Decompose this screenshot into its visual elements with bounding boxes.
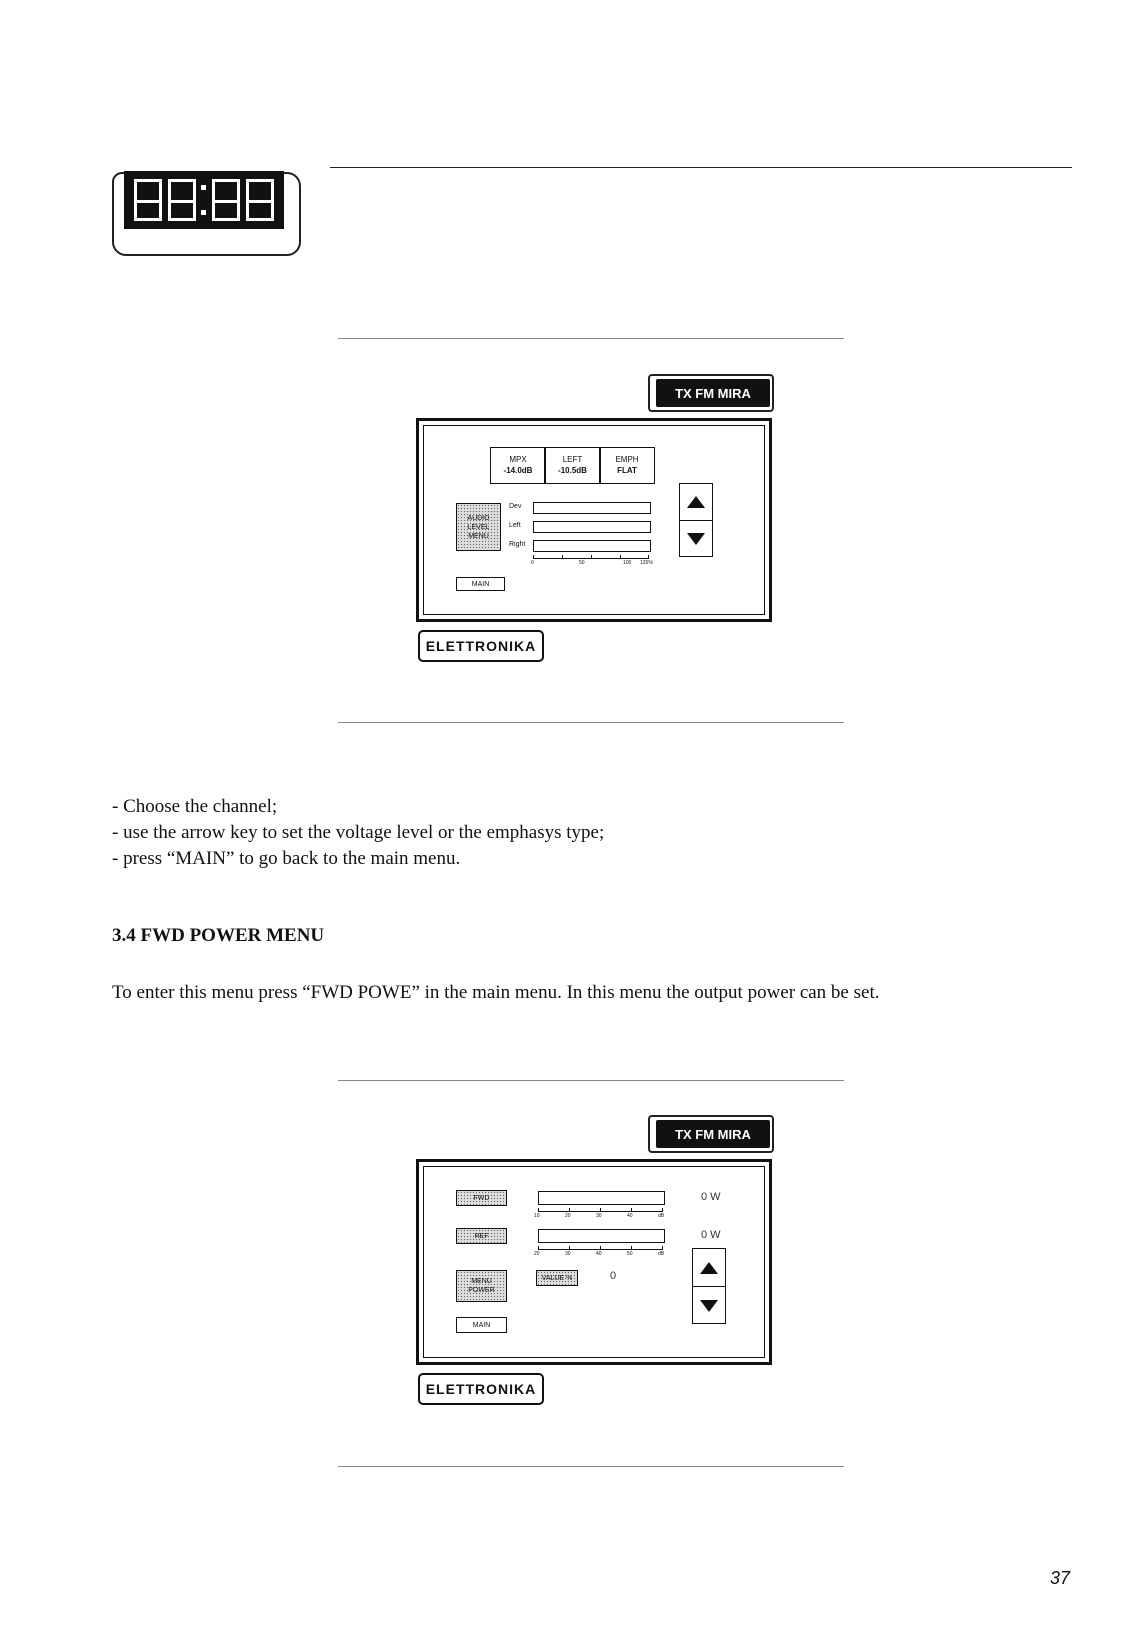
fwd-scale-label: dB (658, 1213, 665, 1219)
panel1-scale (533, 558, 649, 567)
right-bar (533, 540, 651, 552)
arrow-up-icon (700, 1262, 718, 1274)
emph-value: FLAT (617, 466, 637, 475)
clock-display (124, 171, 284, 229)
audio-level-menu-button[interactable] (456, 503, 501, 551)
audio-level-menu-line: MENU (468, 532, 489, 540)
panel2-model-badge (648, 1115, 774, 1153)
ref-value: 0 W (701, 1229, 721, 1241)
panel2-model-name: TX FM MIRA (656, 1120, 770, 1148)
clock-digit (212, 179, 240, 221)
scale-label: 100 (623, 560, 632, 566)
fwd-scale-label: 10 (534, 1213, 540, 1219)
ref-button[interactable] (456, 1228, 507, 1244)
arrow-up-icon (687, 496, 705, 508)
arrow-down-icon (700, 1300, 718, 1312)
dev-bar (533, 502, 651, 514)
right-label: Right (509, 541, 526, 548)
left-title: LEFT (562, 455, 583, 464)
set-value-button[interactable] (536, 1270, 578, 1286)
fwd-scale-label: 20 (565, 1213, 571, 1219)
figure2-top-rule (338, 1080, 844, 1081)
panel2-screen-inner (423, 1166, 765, 1358)
panel1-arrow-keys (679, 483, 713, 557)
ref-scale-label: dB (658, 1251, 665, 1257)
panel2-screen (416, 1159, 772, 1365)
left-value: -10.5dB (558, 466, 587, 475)
panel2-brand-logo: ELETTRONIKA (418, 1373, 544, 1405)
left-label: Left (509, 522, 521, 529)
fwd-scale-label: 30 (596, 1213, 602, 1219)
scale-label: 125% (640, 560, 653, 566)
clock-colon (201, 185, 207, 215)
set-value: 0 (610, 1270, 617, 1282)
arrow-down-button[interactable] (680, 520, 712, 557)
instruction-line: - press “MAIN” to go back to the main menu. (112, 848, 461, 869)
mpx-title: MPX (509, 455, 527, 464)
figure1-bottom-rule (338, 722, 844, 723)
emph-cell[interactable] (599, 447, 655, 484)
scale-label: 0 (531, 560, 534, 566)
ref-scale-label: 40 (596, 1251, 602, 1257)
page-number: 37 (1050, 1568, 1071, 1588)
menu-power-line: POWER (468, 1287, 495, 1294)
audio-level-menu-line: LEVEL (467, 523, 490, 531)
left-cell[interactable] (544, 447, 601, 484)
panel1-screen (416, 418, 772, 622)
menu-power-button[interactable] (456, 1270, 507, 1302)
fwd-button-label: FWD (473, 1194, 490, 1202)
audio-level-menu-line: AUDIO (467, 514, 490, 522)
ref-bar (538, 1229, 665, 1243)
clock-digit (246, 179, 274, 221)
clock-digit (134, 179, 162, 221)
menu-power-line: MENU (471, 1278, 492, 1285)
ref-scale-label: 20 (534, 1251, 540, 1257)
panel1-model-badge (648, 374, 774, 412)
top-rule (330, 167, 1072, 168)
digital-clock-icon (112, 172, 301, 256)
instruction-line: - Choose the channel; (112, 796, 278, 817)
fwd-bar (538, 1191, 665, 1205)
scale-label: 50 (579, 560, 585, 566)
instruction-line: - use the arrow key to set the voltage level or the emphasys type; (112, 822, 605, 843)
arrow-up-button[interactable] (693, 1249, 725, 1286)
main-button[interactable]: MAIN (456, 1317, 507, 1333)
fwd-value: 0 W (701, 1191, 721, 1203)
panel2-arrow-keys (692, 1248, 726, 1324)
ref-scale-label: 50 (627, 1251, 633, 1257)
fwd-scale-label: 40 (627, 1213, 633, 1219)
clock-digit (168, 179, 196, 221)
figure2-bottom-rule (338, 1466, 844, 1467)
emph-title: EMPH (615, 455, 639, 464)
panel1-brand-logo: ELETTRONIKA (418, 630, 544, 662)
main-button[interactable]: MAIN (456, 577, 505, 591)
set-value-button-label: VALUE % (541, 1274, 573, 1282)
panel1-model-name: TX FM MIRA (656, 379, 770, 407)
mpx-value: -14.0dB (503, 466, 533, 475)
dev-label: Dev (509, 503, 522, 510)
panel1-screen-inner (423, 425, 765, 615)
ref-button-label: REF (474, 1232, 489, 1240)
mpx-cell[interactable] (490, 447, 546, 484)
arrow-up-button[interactable] (680, 484, 712, 520)
left-bar (533, 521, 651, 533)
arrow-down-button[interactable] (693, 1286, 725, 1324)
fwd-button[interactable] (456, 1190, 507, 1206)
section-paragraph: To enter this menu press “FWD POWE” in the main menu. In this menu the output power can be set. (112, 982, 880, 1003)
figure1-top-rule (338, 338, 844, 339)
section-heading: 3.4 FWD POWER MENU (112, 925, 325, 946)
ref-scale-label: 30 (565, 1251, 571, 1257)
arrow-down-icon (687, 533, 705, 545)
